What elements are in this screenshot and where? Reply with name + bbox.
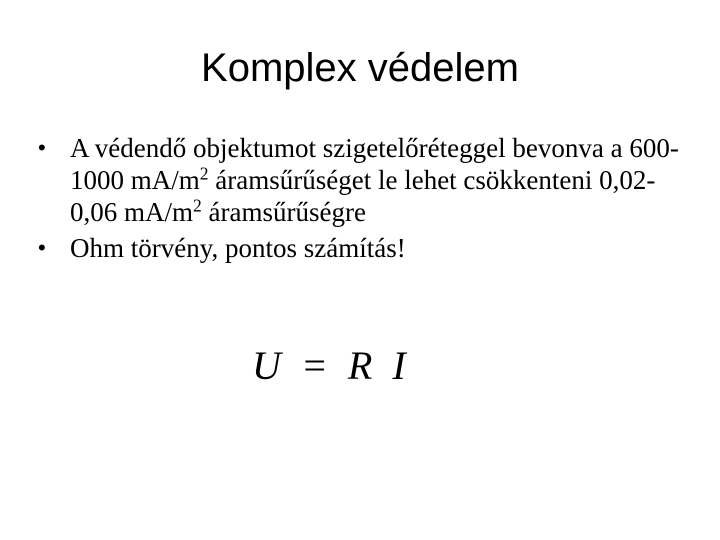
ohm-law-equation: U = R I [252, 343, 411, 388]
superscript-exponent: 2 [193, 195, 202, 216]
bullet-text-part2: áramsűrűséget le lehet csökkenteni 0,02-0,06 mA/m [70, 165, 656, 227]
superscript-exponent: 2 [199, 163, 209, 184]
bullet-text: Ohm törvény, pontos számítás! [70, 233, 406, 263]
slide-title: Komplex védelem [201, 46, 519, 90]
bullet-text-part1: A védendő objektumot szigetelőréteggel bevonva a 600-1000 mA/m [70, 133, 679, 195]
bullet-list [38, 132, 698, 268]
bullet-icon: • [38, 235, 46, 260]
bullet-text-part3: áramsűrűségre [201, 197, 366, 227]
bullet-item-coating [38, 132, 698, 228]
bullet-icon: • [38, 135, 46, 160]
bullet-item-ohm [38, 232, 698, 264]
